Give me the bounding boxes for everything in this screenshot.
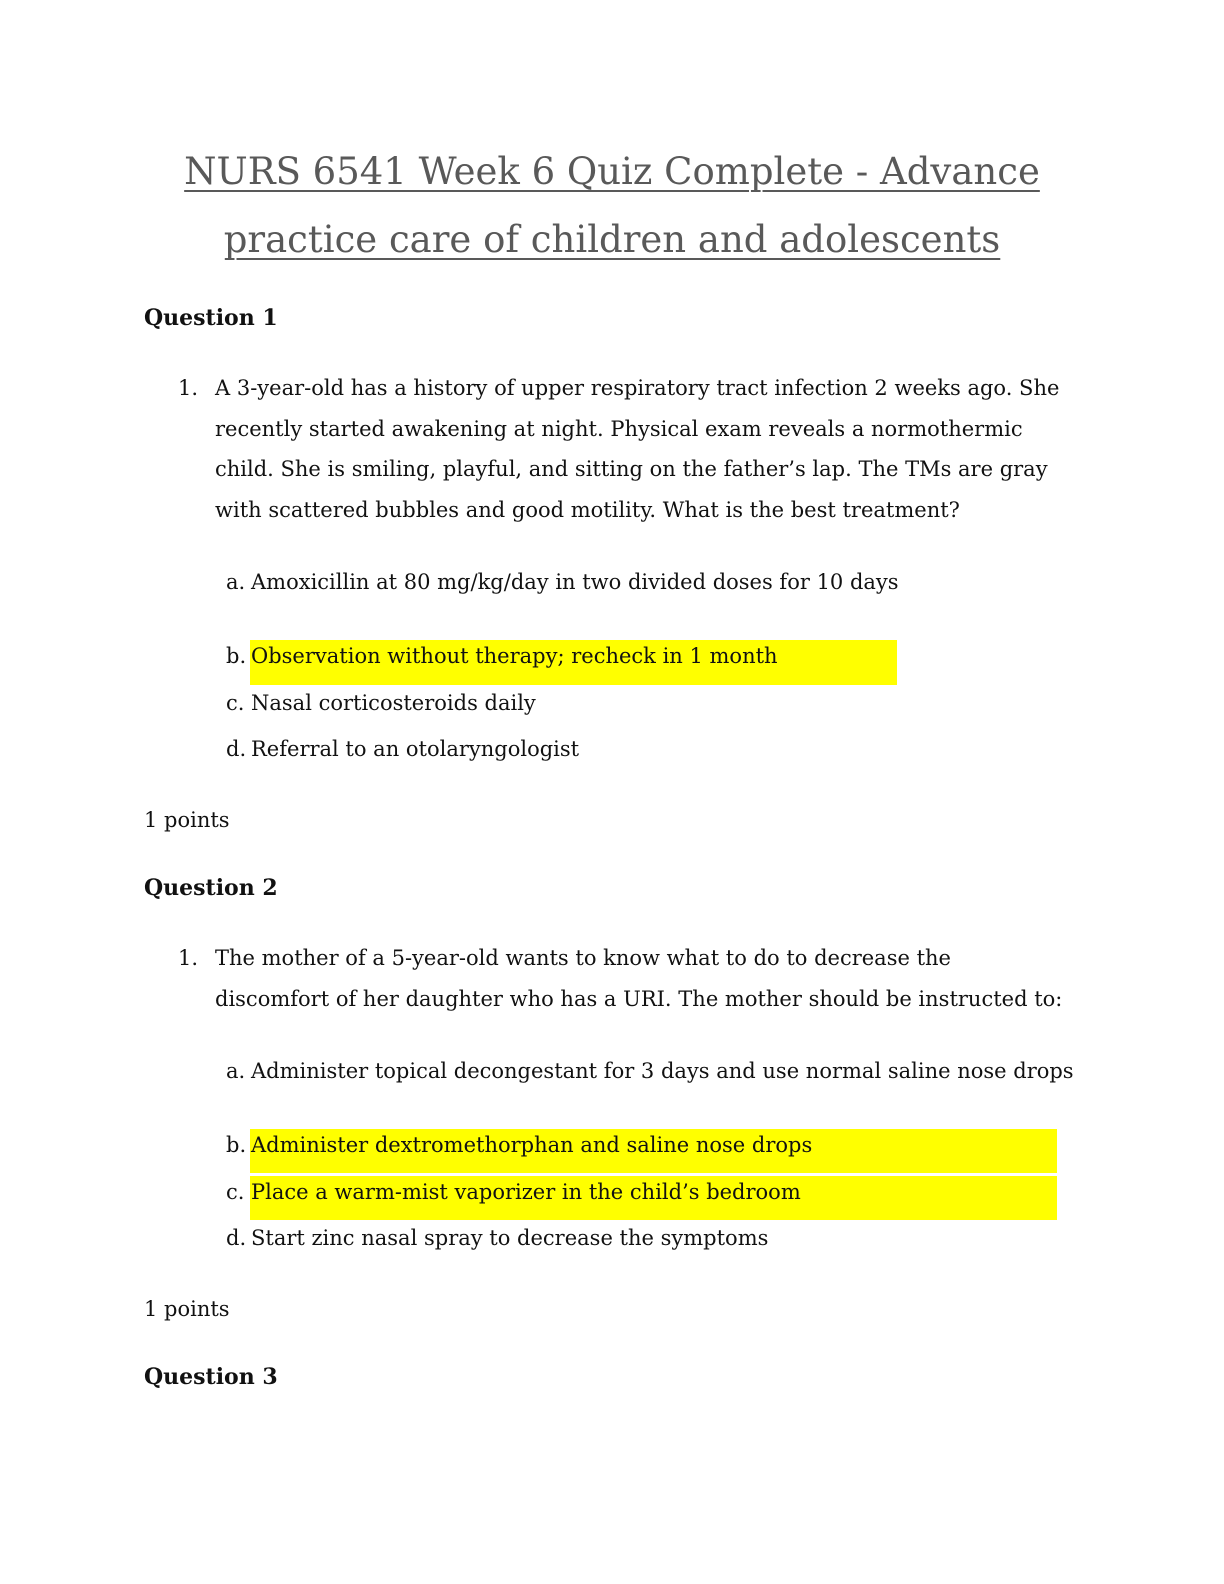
- option-letter: d.: [226, 737, 247, 761]
- question-2-points: 1 points: [144, 1297, 230, 1321]
- option-text: Referral to an otolaryngologist: [251, 737, 580, 761]
- option-text: Amoxicillin at 80 mg/kg/day in two divided doses for 10 days: [251, 570, 899, 594]
- question-2-number: 1.: [178, 946, 199, 970]
- question-2-option-b: [226, 1123, 812, 1167]
- question-2-option-c: [226, 1170, 801, 1214]
- option-letter: d.: [226, 1226, 247, 1250]
- question-2-option-a: [226, 1049, 1074, 1093]
- option-letter: b.: [226, 1133, 247, 1157]
- option-text: Nasal corticosteroids daily: [251, 691, 536, 715]
- option-text: Observation without therapy; recheck in 1 month: [251, 644, 778, 668]
- question-1-stem-text: A 3-year-old has a history of upper respiratory tract infection 2 weeks ago. She recently started awakening at night. Physical exam reveals a normothermic child. She is smiling, playful, and sitting on the father’s lap. The TMs are gray with scattered bubbles and good motility. What is the best treatment?: [215, 376, 1060, 522]
- question-2-option-d: [226, 1216, 768, 1260]
- option-letter: c.: [226, 691, 245, 715]
- option-text: Administer topical decongestant for 3 days and use normal saline nose drops: [251, 1059, 1074, 1083]
- option-text: Start zinc nasal spray to decrease the symptoms: [251, 1226, 769, 1250]
- option-letter: a.: [226, 570, 246, 594]
- question-1-option-a: [226, 560, 899, 604]
- question-1-option-c: [226, 681, 536, 725]
- question-1-option-d: [226, 727, 579, 771]
- question-1-heading: Question 1: [144, 305, 278, 331]
- option-text: Place a warm-mist vaporizer in the child’s bedroom: [251, 1180, 801, 1204]
- document-title-line-1: NURS 6541 Week 6 Quiz Complete - Advance: [184, 150, 1040, 193]
- option-text: Administer dextromethorphan and saline nose drops: [251, 1133, 813, 1157]
- question-2-stem: [178, 938, 1068, 1019]
- question-1-number: 1.: [178, 376, 199, 400]
- question-1-points: 1 points: [144, 808, 230, 832]
- document-title: [0, 138, 1224, 274]
- question-1-stem: [178, 368, 1068, 530]
- question-2-heading: Question 2: [144, 875, 278, 901]
- option-letter: a.: [226, 1059, 246, 1083]
- question-2-stem-text: The mother of a 5-year-old wants to know what to do to decrease the discomfort of her daughter who has a URI. The mother should be instructed to:: [215, 946, 1063, 1011]
- option-letter: c.: [226, 1180, 245, 1204]
- question-3-heading: Question 3: [144, 1364, 278, 1390]
- document-title-line-2: practice care of children and adolescents: [223, 218, 1001, 261]
- option-letter: b.: [226, 644, 247, 668]
- question-1-option-b: [226, 634, 778, 678]
